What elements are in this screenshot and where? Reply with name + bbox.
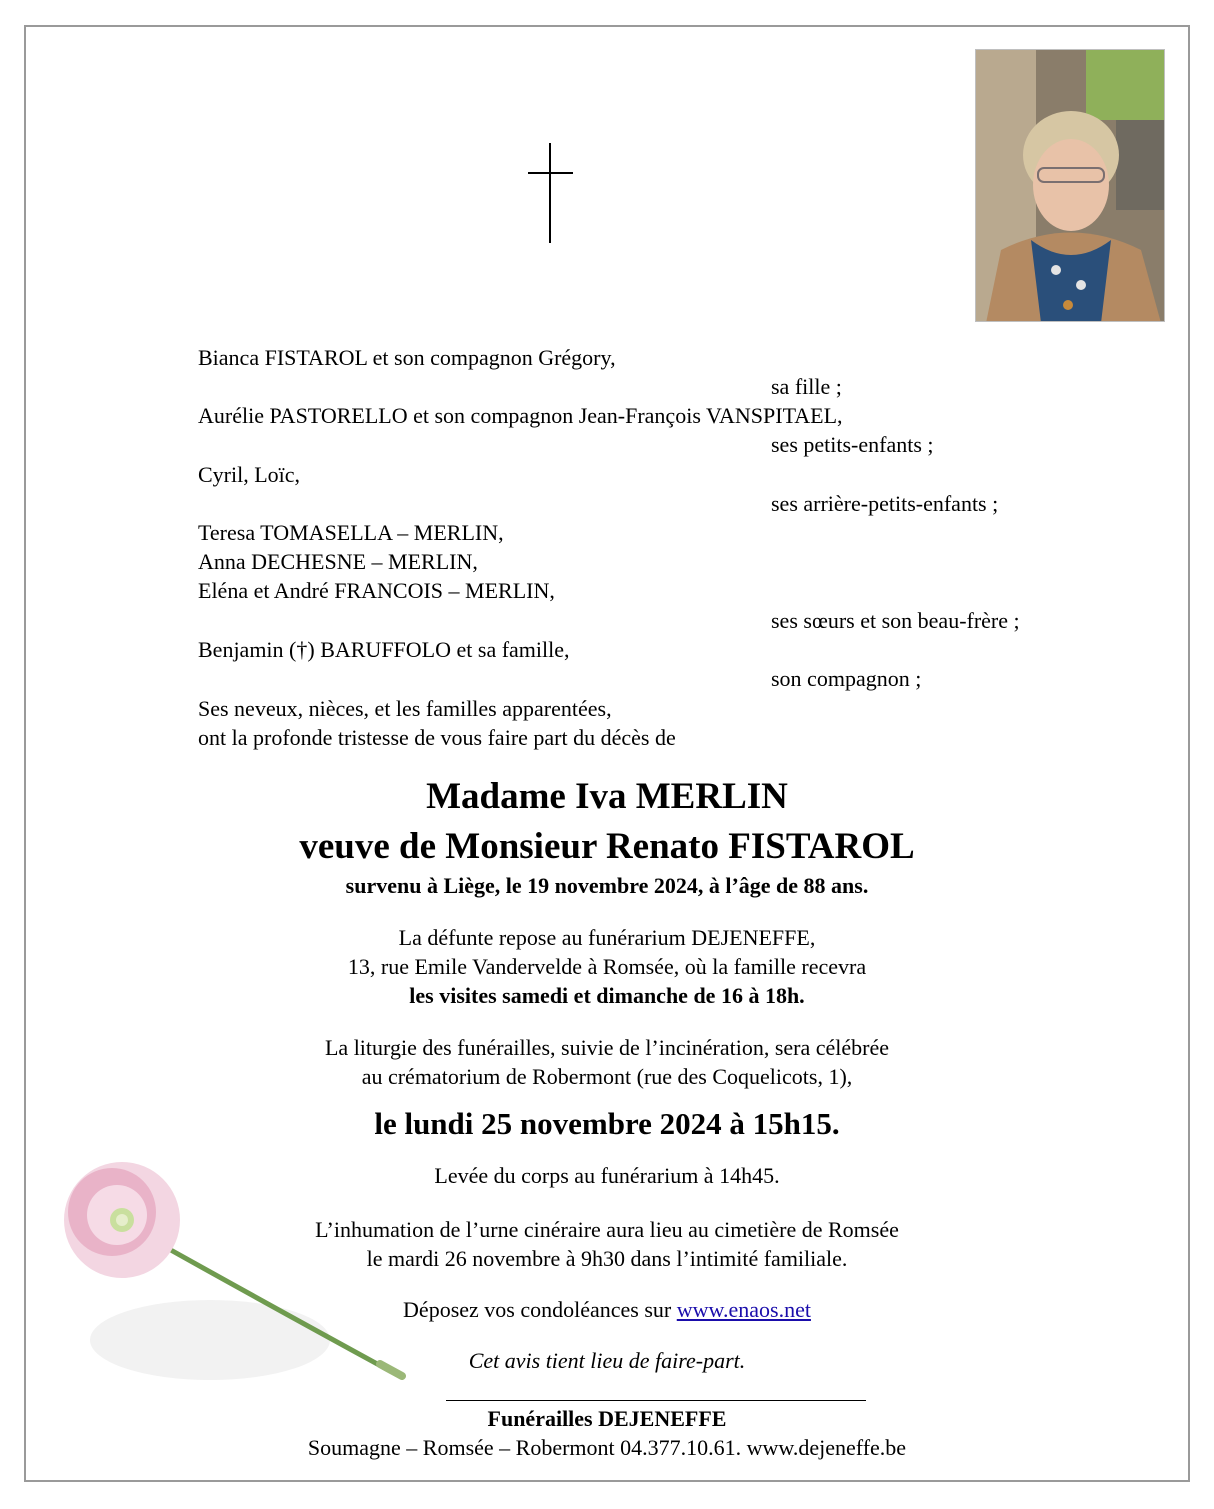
portrait-image — [976, 50, 1165, 322]
family-line-9: ont la profonde tristesse de vous faire part du décès de — [198, 725, 676, 750]
levee-text: Levée du corps au funérarium à 14h45. — [434, 1163, 780, 1188]
visits-hours: les visites samedi et dimanche de 16 à 18h. — [409, 983, 805, 1008]
funeral-date: le lundi 25 novembre 2024 à 15h15. — [374, 1106, 840, 1141]
relation-line-4: ses sœurs et son beau-frère ; — [771, 608, 1020, 633]
relation-line-2: ses petits-enfants ; — [771, 432, 934, 457]
portrait-photo — [975, 49, 1165, 322]
rest-line-2: 13, rue Emile Vandervelde à Romsée, où la famille recevra — [347, 954, 867, 979]
family-line-7: Benjamin (†) BARUFFOLO et sa famille, — [198, 637, 570, 662]
liturgy-line-2: au crématorium de Robermont (rue des Coquelicots, 1), — [361, 1064, 853, 1089]
condolences-text: Déposez vos condoléances sur — [403, 1297, 677, 1322]
family-line-5: Anna DECHESNE – MERLIN, — [198, 549, 478, 574]
liturgy-line-1: La liturgie des funérailles, suivie de l’incinération, sera célébrée — [324, 1035, 890, 1060]
family-line-6: Eléna et André FRANCOIS – MERLIN, — [198, 578, 555, 603]
family-line-8: Ses neveux, nièces, et les familles apparentées, — [198, 696, 612, 721]
death-details: survenu à Liège, le 19 novembre 2024, à l’âge de 88 ans. — [345, 873, 869, 898]
flower-icon — [40, 1150, 420, 1430]
family-line-3: Cyril, Loïc, — [198, 462, 301, 487]
relation-line-3: ses arrière-petits-enfants ; — [771, 491, 999, 516]
widow-of: veuve de Monsieur Renato FISTAROL — [299, 826, 915, 867]
rest-line-1: La défunte repose au funérarium DEJENEFFE, — [398, 925, 816, 950]
deceased-name: Madame Iva MERLIN — [426, 776, 788, 817]
notice-text: Cet avis tient lieu de faire-part. — [468, 1348, 746, 1373]
family-line-2: Aurélie PASTORELLO et son compagnon Jean-François VANSPITAEL, — [198, 403, 843, 428]
condolences-link[interactable]: www.enaos.net — [676, 1297, 811, 1322]
footer-contact: Soumagne – Romsée – Robermont 04.377.10.61. www.dejeneffe.be — [307, 1435, 907, 1460]
footer-divider — [446, 1400, 866, 1401]
family-line-4: Teresa TOMASELLA – MERLIN, — [198, 520, 504, 545]
footer-company: Funérailles DEJENEFFE — [487, 1406, 727, 1431]
cross-icon — [549, 143, 551, 243]
relation-line-5: son compagnon ; — [771, 666, 922, 691]
inhumation-line-1: L’inhumation de l’urne cinéraire aura lieu au cimetière de Romsée — [315, 1217, 899, 1242]
family-line-1: Bianca FISTAROL et son compagnon Grégory, — [198, 345, 616, 370]
inhumation-line-2: le mardi 26 novembre à 9h30 dans l’intimité familiale. — [366, 1246, 848, 1271]
cross-icon-bar — [528, 172, 573, 174]
relation-line-1: sa fille ; — [771, 374, 842, 399]
